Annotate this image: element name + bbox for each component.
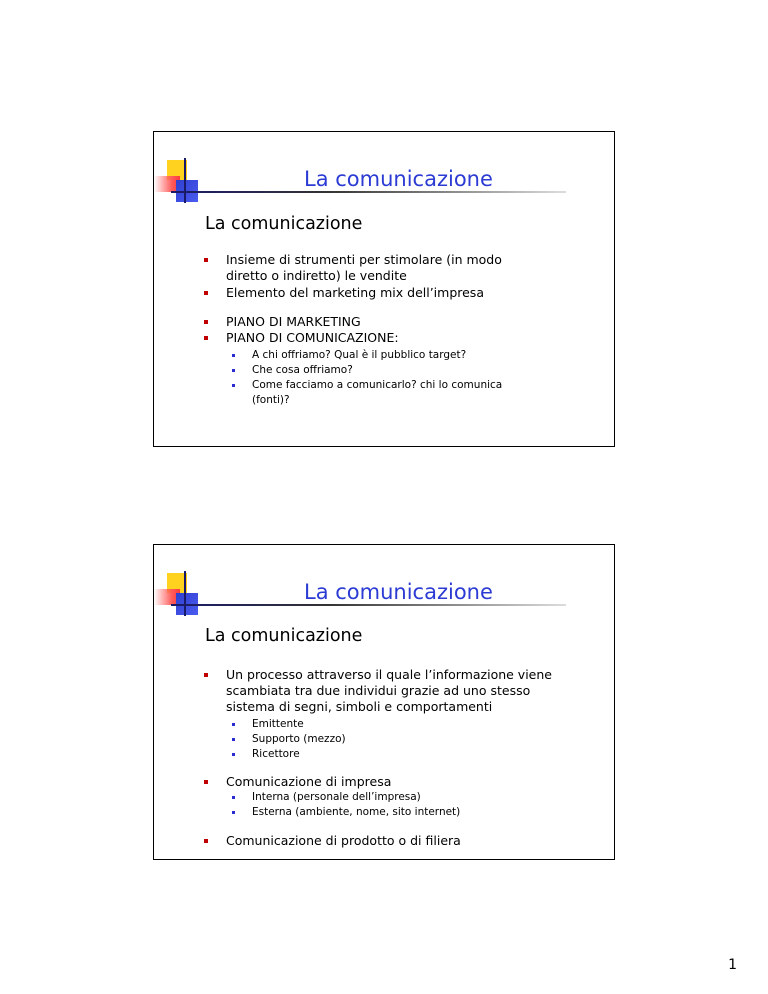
slide-1 bbox=[153, 131, 615, 447]
vertical-line bbox=[184, 571, 186, 616]
title-divider bbox=[171, 191, 566, 193]
slide-2 bbox=[153, 544, 615, 860]
slide-logo-decoration bbox=[154, 545, 214, 625]
list-item: Ricettore bbox=[228, 747, 577, 762]
list-item: Che cosa offriamo? bbox=[228, 363, 542, 378]
slide-logo-decoration bbox=[154, 132, 214, 212]
bullet-list bbox=[202, 252, 542, 408]
list-item: Interna (personale dell’impresa) bbox=[228, 790, 577, 805]
title-divider bbox=[171, 604, 566, 606]
list-item: Emittente bbox=[228, 717, 577, 732]
list-item: Comunicazione di impresa bbox=[202, 774, 577, 790]
sub-bullet-list bbox=[228, 348, 542, 408]
list-item: Insieme di strumenti per stimolare (in modo diretto o indiretto) le vendite bbox=[202, 252, 542, 284]
vertical-line bbox=[184, 158, 186, 203]
list-item: Comunicazione di prodotto o di filiera bbox=[202, 833, 577, 849]
list-item: Elemento del marketing mix dell’impresa bbox=[202, 285, 542, 301]
slide-title: La comunicazione bbox=[304, 167, 493, 191]
sub-bullet-list bbox=[228, 790, 577, 820]
slide-title: La comunicazione bbox=[304, 580, 493, 604]
list-item: Supporto (mezzo) bbox=[228, 732, 577, 747]
slide-subtitle: La comunicazione bbox=[205, 626, 363, 646]
bullet-list bbox=[202, 667, 577, 849]
list-item: A chi offriamo? Qual è il pubblico target? bbox=[228, 348, 542, 363]
list-item: Come facciamo a comunicarlo? chi lo comunica (fonti)? bbox=[228, 378, 542, 408]
list-item: PIANO DI COMUNICAZIONE: bbox=[202, 330, 542, 346]
list-item: Esterna (ambiente, nome, sito internet) bbox=[228, 805, 577, 820]
list-item: PIANO DI MARKETING bbox=[202, 314, 542, 330]
slide-subtitle: La comunicazione bbox=[205, 214, 363, 234]
page-number: 1 bbox=[728, 957, 737, 973]
list-item: Un processo attraverso il quale l’informazione viene scambiata tra due individui grazie ad uno stesso sistema di segni, simboli e comportamenti bbox=[202, 667, 577, 715]
sub-bullet-list bbox=[228, 717, 577, 762]
